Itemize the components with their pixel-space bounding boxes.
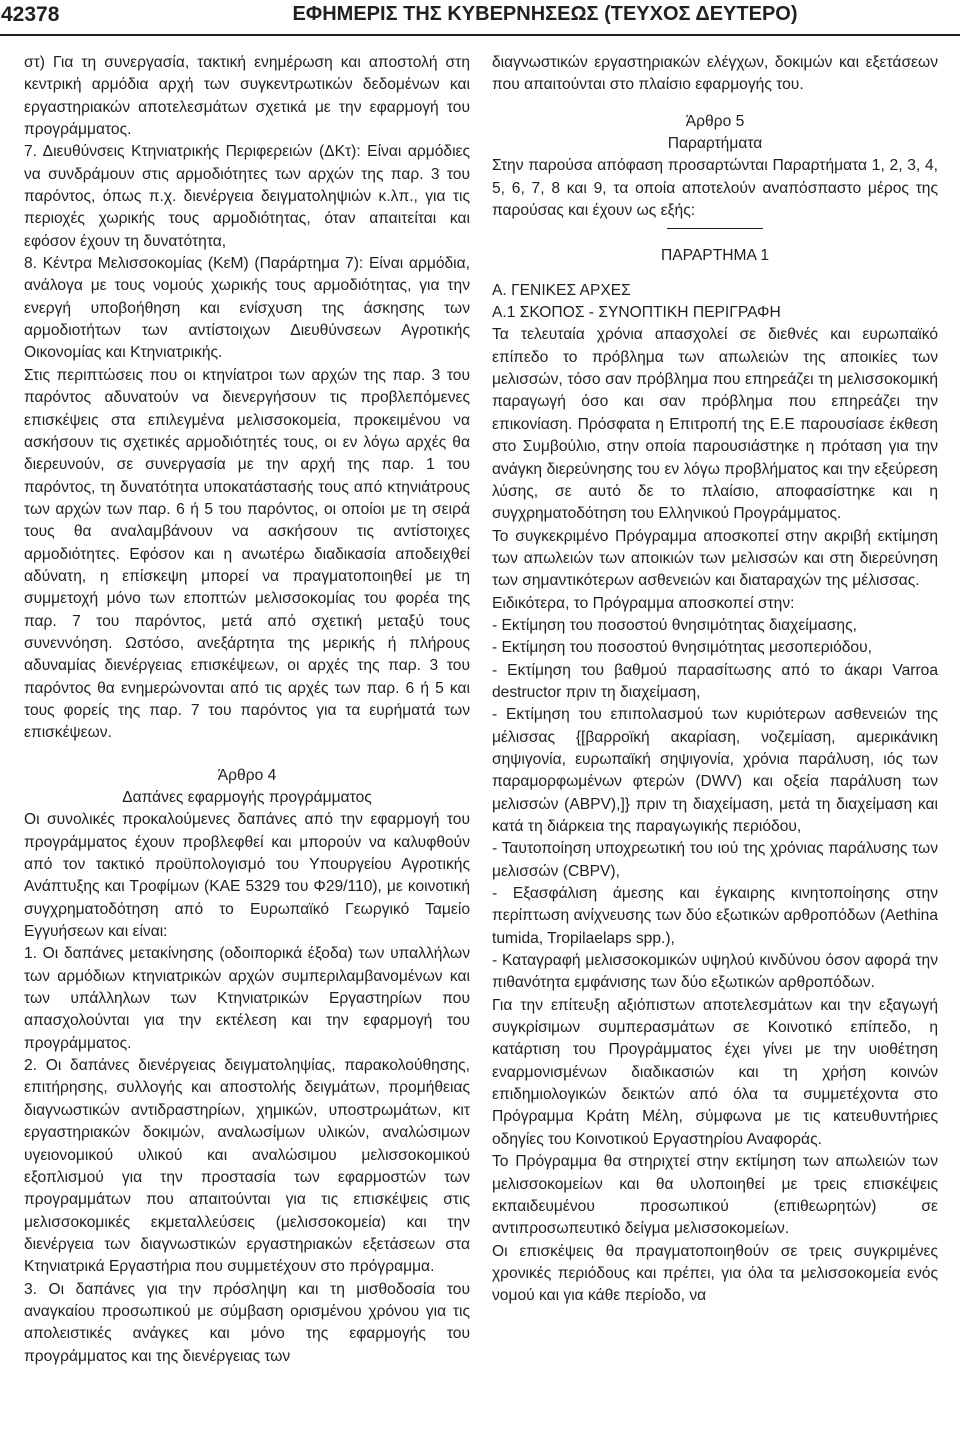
list-item: - Ταυτοποίηση υποχρεωτική του ιού της χρόνιας παράλυσης των μελισσών (CBPV),	[492, 840, 938, 880]
paragraph: Οι συνολικές προκαλούμενες δαπάνες από την εφαρμογή του προγράμματος έχουν προβλεφθεί και μπορούν να καλυφθούν από τον τακτικό προϋπολογισμό του Υπουργείου Αγροτικής Ανάπτυξης και Τροφίμων (ΚΑΕ 5329 του Φ29/110), με κοινοτική συγχρηματοδότηση από το Ευρωπαϊκό Γεωργικό Ταμείο Εγγυήσεων και είναι:	[24, 811, 470, 941]
article-5-number: Άρθρο 5	[685, 112, 745, 130]
paragraph: Το συγκεκριμένο Πρόγραμμα αποσκοπεί στην ακριβή εκτίμηση των απωλειών των αποικιών των μελισσών και στη διερεύνηση των σημαντικότερων ασθενειών και διαταραχών της μέλισσας.	[492, 527, 938, 590]
page-header	[0, 0, 960, 30]
paragraph: Για την επίτευξη αξιόπιστων αποτελεσμάτων και την εξαγωγή συγκρίσιμων συμπερασμάτων σε Κοινοτικό επίπεδο, η κατάρτιση του Προγράμματος έχει γίνει με την υιοθέτηση εναρμονισμένων διαδικασιών και τη χρήση κοινών επιδημιολογικών δεικτών από όλα τα συμμετέχοντα στο Πρόγραμμα Κράτη Μέλη, σύμφωνα με τις κατευθυντήριες οδηγίες του Κοινοτικού Εργαστηρίου Αναφοράς.	[492, 996, 938, 1148]
gazette-title: ΕΦΗΜΕΡΙΣ ΤΗΣ ΚΥΒΕΡΝΗΣΕΩΣ (ΤΕΥΧΟΣ ΔΕΥΤΕΡΟ)	[292, 3, 798, 25]
list-item: - Εκτίμηση του ποσοστού θνησιμότητας διαχείμασης,	[492, 616, 857, 634]
paragraph: Στις περιπτώσεις που οι κτηνίατροι των αρχών της παρ. 3 του παρόντος αδυνατούν να διενεργήσουν τις προβλεπόμενες επισκέψεις στα επιλεγμένα μελισσοκομεία, προκειμένου να ασκήσουν τις σχετικές αρμοδιότητές τους, οι εν λόγω αρχές θα διερευνούν, σε συνεργασία με την αρχή της παρ. 1 του παρόντος, τη δυνατότητα υποκατάστασής τους από κτηνιάτρους των αρχών των παρ. 6 ή 5 του παρόντος, οι οποίοι με τη σειρά τους θα αναλαμβάνουν να ασκήσουν τις αντίστοιχες αρμοδιότητες. Εφόσον και η ανωτέρω διαδικασία αποδειχθεί αδύνατη, η επίσκεψη μπορεί να πραγματοποιηθεί με τη συμμετοχή μόνο των εποπτών μελισσοκομίας του φορέα της παρ. 7 του παρόντος, μετά από σχετική μεταξύ τους συνεννόηση. Ωστόσο, ανεξάρτητα της μερικής ή πλήρους αδυναμίας διενέργειας επισκέψεων, οι αρχές της παρ. 3 του παρόντος θα ενημερώνονται από τις αρχές των παρ. 6 ή 5 και τους φορείς της παρ. 7 του παρόντος για τα ευρήματά των επισκέψεων.	[24, 366, 470, 742]
article-4-title: Δαπάνες εφαρμογής προγράμματος	[122, 789, 372, 806]
section-heading: Α. ΓΕΝΙΚΕΣ ΑΡΧΕΣ	[492, 281, 631, 299]
paragraph: 2. Οι δαπάνες διενέργειας δειγματοληψίας, παρακολούθησης, επιτήρησης, συλλογής και αποστολής δειγμάτων, προμήθειας διαγνωστικών αντιδραστηρίων, χημικών, υποστρωμάτων, κιτ εργαστηριακών δοκιμών, αναλωσίμων υλικών, αναλώσιμων υγειονομικού υλικού και αναλώσιμου μελισσοκομικού εξοπλισμού για την προστασία των εφαρμοστών των προγραμμάτων που απαιτούνται για τις επισκέψεις στις μελισσοκομικές εκμεταλλεύσεις (μελισσοκομεία) και την διενέργεια των διαγνωστικών εργαστηριακών εξετάσεων στα Κτηνιατρικά Εργαστήρια που συμμετέχουν στο πρόγραμμα.	[24, 1057, 470, 1276]
annex-title: ΠΑΡΑΡΤΗΜΑ 1	[660, 247, 770, 265]
article-4-number: Άρθρο 4	[217, 766, 277, 784]
header-rule	[0, 34, 960, 36]
list-item: - Εκτίμηση του ποσοστού θνησιμότητας μεσοπεριόδου,	[492, 639, 872, 657]
section-heading: Α.1 ΣΚΟΠΟΣ - ΣΥΝΟΠΤΙΚΗ ΠΕΡΙΓΡΑΦΗ	[492, 304, 781, 322]
paragraph: στ) Για τη συνεργασία, τακτική ενημέρωση και αποστολή στη κεντρική αρμόδια αρχή των συγκεντρωτικών δεδομένων και εργαστηριακών αποτελεσμάτων σχετικά με την εφαρμογή του προγράμματος.	[24, 54, 470, 139]
paragraph: διαγνωστικών εργαστηριακών ελέγχων, δοκιμών και εξετάσεων που απαιτούνται στο πλαίσιο εφαρμογής του.	[492, 54, 938, 94]
paragraph: Ειδικότερα, το Πρόγραμμα αποσκοπεί στην:	[492, 594, 795, 612]
paragraph: 7. Διευθύνσεις Κτηνιατρικής Περιφερειών (ΔΚτ): Είναι αρμόδιες να συνδράμουν στις αρμοδιότητες των αρχών της παρ. 3 του παρόντος, όπως π.χ. διενέργεια δειγματοληψιών κ.λπ., για τις περιοχές χωρικής τους αρμοδιότητας, όταν απαιτείται και εφόσον έχουν τη δυνατότητα,	[24, 143, 470, 250]
paragraph: Στην παρούσα απόφαση προσαρτώνται Παραρτήματα 1, 2, 3, 4, 5, 6, 7, 8 και 9, τα οποία αποτελούν αναπόσπαστο μέρος της παρούσας και έχουν ως εξής:	[492, 157, 938, 220]
page-number: 42378	[1, 3, 60, 26]
list-item: - Εκτίμηση του βαθμού παρασίτωσης από το άκαρι Varroa destructor πριν τη διαχείμαση,	[492, 661, 938, 701]
list-item: - Καταγραφή μελισσοκομικών υψηλού κινδύνου όσον αφορά την πιθανότητα εμφάνισης των δύο εξωτικών αρθροπόδων.	[492, 952, 938, 992]
left-column	[24, 52, 470, 1368]
paragraph: 3. Οι δαπάνες για την πρόσληψη και τη μισθοδοσία του αναγκαίου προσωπικού με σύμβαση ορισμένου χρόνου για τις απολειστικές ανάγκες και μόνο της εφαρμογής του προγράμματος και της διενέργειας των	[24, 1280, 470, 1365]
list-item: - Εκτίμηση του επιπολασμού των κυριότερων ασθενειών της μέλισσας {[βαρροϊκή ακαρίαση, νοζεμίαση, αμερικάνικη σηψιγονία, ευρωπαϊκή σηψιγονία, χρόνια παράλυση, ιός των παραμορφωμένων φτερών (DWV) και οξεία παράλυση των μελισσών (ABPV),]} πριν τη διαχείμαση, μετά τη διαχείμαση και κατά τη διάρκεια της παραγωγικής περιόδου,	[492, 706, 938, 835]
paragraph: 1. Οι δαπάνες μετακίνησης (οδοιπορικά έξοδα) των υπαλλήλων των αρμόδιων κτηνιατρικών αρχών συμπεριλαμβανομένων και των υπάλληλων των Κτηνιατρικών Εργαστηρίων που απασχολούνται για την εκτέλεση και την εφαρμογή του προγράμματος.	[24, 945, 470, 1052]
paragraph: Το Πρόγραμμα θα στηριχτεί στην εκτίμηση των απωλειών των μελισσοκομείων και θα υλοποιηθεί με τρεις επισκέψεις εκπαιδευμένου προσωπικού (επιθεωρητών) σε αντιπροσωπευτικό δείγμα μελισσοκομείων.	[492, 1153, 938, 1238]
paragraph: Οι επισκέψεις θα πραγματοποιηθούν σε τρεις συγκριμένες χρονικές περιόδους και πρέπει, για όλα τα μελισσοκομεία ενός νομού και για κάθε περίοδο, να	[492, 1242, 938, 1305]
article-5-title: Παραρτήματα	[667, 135, 763, 153]
list-item: - Εξασφάλιση άμεσης και έγκαιρης κινητοποίησης στην περίπτωση ανίχνευσης των δύο εξωτικών αρθροπόδων (Aethina tumida, Tropilaelaps spp.),	[492, 885, 938, 947]
right-column	[492, 52, 938, 1308]
paragraph: Τα τελευταία χρόνια απασχολεί σε διεθνές και ευρωπαϊκό επίπεδο το πρόβλημα των απωλειών της αποικίες των μελισσών, τόσο σαν πρόβλημα που επηρεάζει τη μελισσοκομική παραγωγή όσο και σαν πρόβλημα που επηρεάζει την επικονίαση. Πρόσφατα η Επιτροπή της Ε.Ε παρουσίασε έκθεση στο Συμβούλιο, στην οποία παρουσιάστηκε η πρόταση για την ανάγκη διερεύνησης του εν λόγω προβλήματος και την εξεύρεση λύσης, σε αυτό δε το πλαίσιο, αποφασίστηκε και η συγχρηματοδότηση του Ελληνικού Προγράμματος.	[492, 326, 938, 523]
paragraph: 8. Κέντρα Μελισσοκομίας (ΚεΜ) (Παράρτημα 7): Είναι αρμόδια, ανάλογα με τους νομούς χωρικής τους αρμοδιότητας, για την ενεργή υποβοήθηση και ενίσχυση της άσκησης των αρμοδιοτήτων των αντίστοιχων Διευθύνσεων Αγροτικής Οικονομίας και Κτηνιατρικής.	[24, 255, 470, 362]
separator-line	[667, 228, 763, 229]
